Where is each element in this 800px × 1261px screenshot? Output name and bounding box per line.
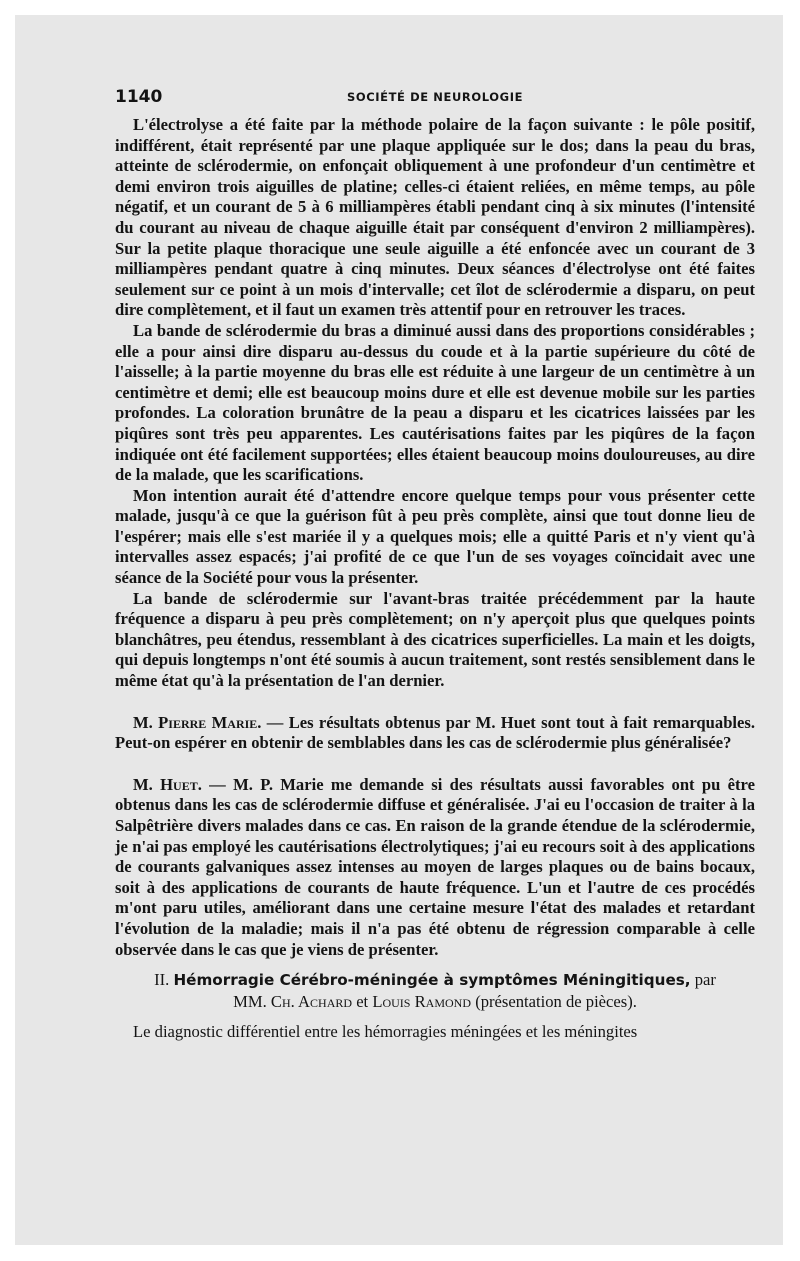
paragraph-intention: Mon intention aurait été d'attendre encore quelque temps pour vous présenter cette malade, jusqu'à ce que la guérison fût à peu près complète, ainsi que tout donne lieu de l'espérer; mais elle s'est mariée il y a quelques mois; elle a quitté Paris et n'y vient qu'à intervalles assez espacés; j'ai profité de ce que l'un de ses voyages coïncidait avec une séance de la Société pour vous la présenter. bbox=[115, 485, 755, 588]
paragraph-diagnostic: Le diagnostic différentiel entre les hémorragies méningées et les méningites bbox=[133, 1021, 638, 1041]
intervention-pierre-marie bbox=[115, 713, 755, 754]
body-text bbox=[115, 115, 755, 1042]
section-title: Hémorragie Cérébro-méningée à symptômes Méningitiques, bbox=[173, 971, 691, 990]
authors-prefix: MM. bbox=[233, 991, 267, 1011]
running-title: SOCIÉTÉ DE NEUROLOGIE bbox=[346, 90, 524, 104]
paragraph-electrolysis: L'électrolyse a été faite par la méthode polaire de la façon suivante : le pôle positif, indifférent, était représenté par une plaque appliquée sur le dos; dans la peau du bras, atteinte de sclérodermie, on enfonçait obliquement à une profondeur d'un centimètre et demi environ trois aiguilles de platine; celles-ci étaient reliées, en même temps, au pôle négatif, et un courant de 5 à 6 milliampères établi pendant cinq à six minutes (l'intensité du courant au niveau de chaque aiguille était par conséquent d'environ 2 milliampères). Sur la petite plaque thoracique une seule aiguille a été enfoncée avec un courant de 3 milliampères pendant quatre à cinq minutes. Deux séances d'électrolyse ont été faites seulement sur ce point à un mois d'intervalle; cet îlot de sclérodermie a disparu, on peut dire complètement, et il faut un examen très attentif pour en retrouver les traces. bbox=[115, 115, 755, 320]
intervention-text: Les résultats obtenus par M. Huet sont tout à fait remarquables. Peut-on espérer en obtenir de semblables dans les cas de sclérodermie plus généralisée? bbox=[115, 712, 755, 753]
section-number: II. bbox=[154, 970, 170, 990]
authors-et: et bbox=[356, 991, 369, 1011]
intervention-text: M. P. Marie me demande si des résultats aussi favorables ont pu être obtenus dans les cas de sclérodermie diffuse et généralisée. J'ai eu l'occasion de traiter à la Salpêtrière divers malades dans ce cas. En raison de la grande étendue de la sclérodermie, je n'ai pas employé les cautérisations électrolytiques; j'ai eu recours soit à des applications de courants galvaniques assez intenses au moyen de larges plaques ou de bains bocaux, soit à des applications de courants de haute fréquence. L'un et l'autre de ces procédés m'ont paru utiles, améliorant dans une certaine mesure l'état des malades et retardant l'évolution de la maladie; mais il n'a pas été obtenu de régression comparable à celle observée dans le cas que je viens de présenter. bbox=[115, 774, 755, 959]
speaker-dash: — bbox=[201, 774, 234, 794]
section-par: par bbox=[694, 970, 716, 990]
author-achard: Ch. Achard bbox=[270, 991, 353, 1011]
running-header bbox=[115, 87, 755, 109]
intervention-huet bbox=[115, 775, 755, 960]
page-number: 1140 bbox=[115, 87, 163, 107]
section-heading bbox=[115, 970, 755, 991]
author-ramond: Louis Ramond bbox=[372, 991, 472, 1011]
speaker-dash: — bbox=[261, 712, 289, 732]
paragraph-arm-band: La bande de sclérodermie du bras a diminué aussi dans des proportions considérables ; elle a pour ainsi dire disparu au-dessus du coude et à la partie supérieure du côté de l'aisselle; à la partie moyenne du bras elle est réduite à une largeur de un centimètre à un centimètre et demi; elle est beaucoup moins dure et elle est devenue mobile sur les parties profondes. La coloration brunâtre de la peau a disparu et les cicatrices laissées par les piqûres sont très peu apparentes. Les cautérisations faites par les piqûres de la façon indiquée ont été facilement supportées; elles étaient beaucoup moins douloureuses, au dire de la malade, que les scarifications. bbox=[115, 320, 755, 485]
page bbox=[15, 15, 783, 1245]
paragraph-forearm: La bande de sclérodermie sur l'avant-bras traitée précédemment par la haute fréquence a disparu à peu près complètement; on n'y aperçoit plus que quelques points blanchâtres, peu étendus, ressemblant à des cicatrices superficielles. La main et les doigts, qui depuis longtemps n'ont été soumis à aucun traitement, sont restés sensiblement dans le même état qu'à la présentation de l'an dernier. bbox=[115, 588, 755, 691]
speaker-name: M. Huet. bbox=[133, 774, 202, 794]
scanned-page-background bbox=[15, 15, 783, 1245]
speaker-name: M. Pierre Marie. bbox=[133, 712, 262, 732]
section-note: (présentation de pièces). bbox=[475, 991, 637, 1011]
section-authors bbox=[115, 991, 755, 1012]
